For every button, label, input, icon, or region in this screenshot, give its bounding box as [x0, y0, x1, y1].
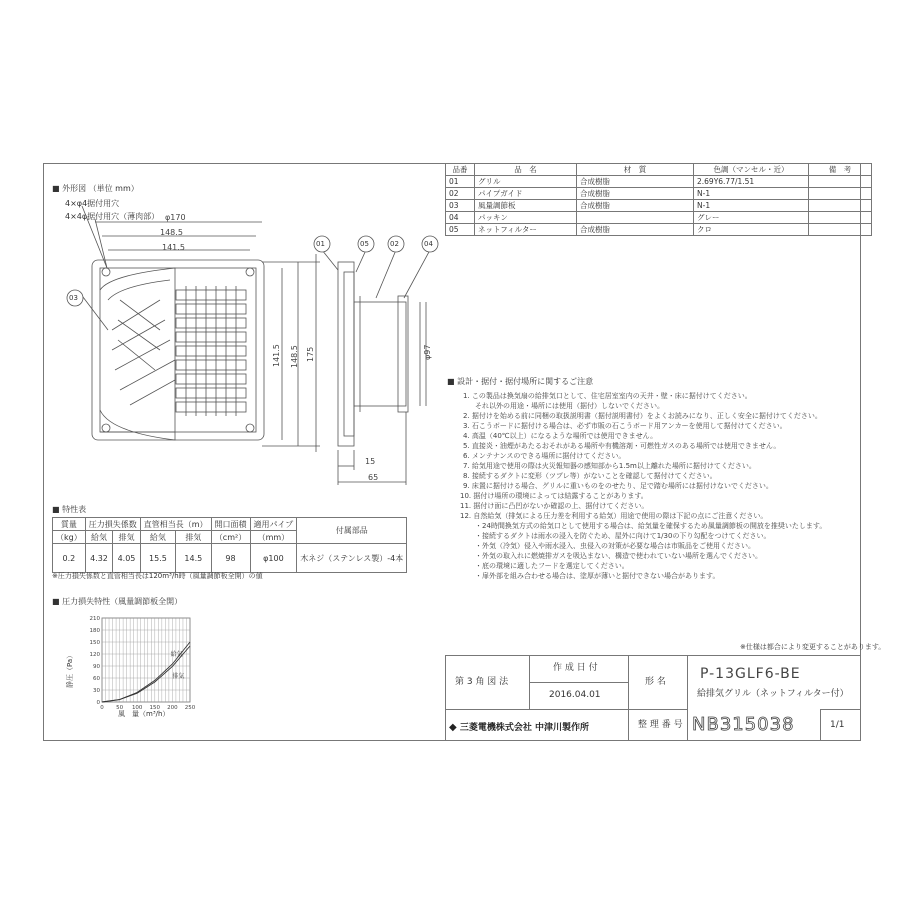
holes-label: 4×φ4据付用穴	[65, 199, 120, 208]
dim-170: φ170	[165, 213, 186, 222]
note-line: 4. 高温（40℃以上）になるような場所では使用できません。	[463, 432, 658, 440]
projection: 第 3 角 図 法	[455, 677, 509, 687]
note-line: 12. 自然給気（排気による圧力差を利用する給気）用途で使用の際は下記の点にご注意ください。	[460, 512, 768, 520]
note-line: 1. この製品は換気扇の給排気口として、住宅居室室内の天井・壁・床に据付けてください。	[463, 392, 752, 400]
note-line: 7. 給気用途で使用の際は火災報知器の感知部から1.5m以上離れた場所に据付けてください。	[463, 462, 756, 470]
dim-65: 65	[368, 473, 379, 482]
part-color: 2.69Y6.77/1.51	[694, 176, 809, 188]
part-name: 風量調節板	[475, 200, 577, 212]
part-no: 05	[446, 224, 475, 236]
chart-title: ■ 圧力損失特性（風量調節板全開）	[52, 597, 183, 606]
spec-head-accessory: 付属部品	[297, 518, 407, 544]
y-tick-label: 210	[89, 616, 100, 622]
dim-148-5: 148.5	[160, 228, 183, 237]
dim-141-5: 141.5	[162, 243, 185, 252]
spec-accessory: 木ネジ（ステンレス製）‐4本	[297, 544, 407, 573]
x-tick-label: 200	[167, 705, 178, 711]
spec-unit-mm: （mm）	[250, 531, 297, 544]
part-color: N-1	[694, 200, 809, 212]
outline-section-title: ■ 外形図 （単位 mm）	[52, 184, 139, 193]
x-tick-label: 150	[149, 705, 161, 711]
part-color: クロ	[694, 224, 809, 236]
spec-unit-cm2: （cm²）	[211, 531, 250, 544]
dim-15: 15	[365, 457, 376, 466]
part-name: ネットフィルター	[475, 224, 577, 236]
callout-03: 03	[69, 294, 78, 302]
spec-head-pipe: 適用パイプ	[250, 518, 297, 531]
y-tick-label: 0	[96, 700, 100, 706]
dim-v-148-5: 148.5	[290, 345, 299, 368]
note-line: 5. 直接炎・油煙があたるおそれがある場所や有機溶剤・可燃性ガスのある場所では使用できません。	[463, 442, 781, 450]
spec-value-row	[53, 544, 407, 573]
series-label-exhaust: 排気	[172, 673, 185, 680]
note-line: ・底の環境に適したフードを選定してください。	[475, 562, 629, 570]
notes-title: ■ 設計・据付・据付場所に関するご注意	[447, 377, 594, 386]
part-color: グレー	[694, 212, 809, 224]
dim-v-141-5: 141.5	[272, 344, 281, 367]
note-line: ・外気の取入れに燃焼排ガスを吸込まない、構造で使われていない場所を選んでください。	[475, 552, 762, 560]
note-line: 9. 床置に据付ける場合、グリルに重いものをのせたり、足で踏む場所には据付けないでください。	[463, 482, 773, 490]
x-tick-label: 250	[184, 705, 196, 711]
note-line: 6. メンテナンスのできる場所に据付けてください。	[463, 452, 626, 460]
date-value: 2016.04.01	[549, 690, 601, 700]
model-value: P-13GLF6-BE	[700, 666, 801, 682]
parts-header-name: 品 名	[475, 164, 577, 176]
spec-length-exhaust: 14.5	[176, 544, 211, 573]
pressure-loss-chart	[80, 612, 200, 712]
part-material: 合成樹脂	[577, 200, 694, 212]
chart-frame	[102, 618, 190, 702]
part-material: 合成樹脂	[577, 188, 694, 200]
part-no: 04	[446, 212, 475, 224]
spec-exhaust: 排気	[176, 531, 211, 544]
part-no: 01	[446, 176, 475, 188]
y-tick-label: 90	[93, 664, 100, 670]
part-name: パッキン	[475, 212, 577, 224]
y-tick-label: 120	[89, 652, 100, 658]
model-label: 形 名	[645, 677, 666, 687]
parts-header-color: 色調（マンセル・近）	[694, 164, 809, 176]
part-material: 合成樹脂	[577, 176, 694, 188]
note-line: ・外気（冷気）侵入や雨水浸入、虫侵入の対策が必要な場合は市販品をご使用ください。	[475, 542, 755, 550]
callout-02: 02	[390, 240, 399, 248]
company-name	[449, 720, 589, 733]
spec-pipe: φ100	[250, 544, 297, 573]
y-tick-label: 150	[89, 640, 100, 646]
mitsubishi-logo-icon: ◆	[449, 722, 457, 733]
callout-04: 04	[424, 240, 433, 248]
x-tick-label: 100	[131, 705, 143, 711]
spec-mass: 0.2	[53, 544, 86, 573]
spec-table	[52, 517, 407, 573]
note-line: ・接続するダクトは雨水の浸入を防ぐため、屋外に向けて1/30の下り勾配をつけてください。	[475, 532, 771, 540]
dim-97: φ97	[423, 344, 432, 360]
date-label: 作 成 日 付	[553, 663, 598, 673]
y-tick-label: 180	[89, 628, 100, 634]
spec-change-note: ※仕様は都合により変更することがあります。	[740, 643, 886, 651]
note-line: ・扉外部を組み合わせる場合は、塗厚が薄いと据付できない場合があります。	[475, 572, 720, 580]
callout-05: 05	[360, 240, 369, 248]
part-no: 03	[446, 200, 475, 212]
spec-head-length: 直管相当長（m）	[140, 518, 211, 531]
part-name: パイプガイド	[475, 188, 577, 200]
note-line: 3. 石こうボードに据付ける場合は、必ず市販の石こうボード用アンカーを使用して据付けてください。	[463, 422, 787, 430]
y-tick-label: 60	[93, 676, 100, 682]
page-number: 1/1	[830, 720, 845, 730]
company-label: 三菱電機株式会社 中津川製作所	[459, 723, 589, 733]
parts-header-no: 品番	[446, 164, 475, 176]
spec-supply: 給気	[140, 531, 175, 544]
note-line: 10. 据付け場所の環境によっては結露することがあります。	[460, 492, 648, 500]
spec-loss-exhaust: 4.05	[113, 544, 141, 573]
product-name: 給排気グリル（ネットフィルター付）	[697, 689, 849, 699]
part-material: 合成樹脂	[577, 224, 694, 236]
spec-exhaust: 排気	[113, 531, 141, 544]
note-line: ・24時間換気方式の給気口として使用する場合は、給気量を確保するため風量調節板の開放を推奨いたします。	[475, 522, 827, 530]
note-line: 11. 据付け面に凸凹がないか確認の上、据付けてください。	[460, 502, 649, 510]
part-no: 02	[446, 188, 475, 200]
spec-head-mass: 質量	[53, 518, 86, 531]
chart-xlabel: 風 量（m³/h）	[118, 710, 170, 718]
x-tick-label: 0	[100, 705, 104, 711]
series-label-supply: 給気	[170, 651, 183, 658]
chart-ylabel: 静圧（Pa）	[66, 651, 74, 688]
dim-v-175: 175	[306, 346, 315, 362]
spec-footnote: ※圧力損失係数と直管相当長は120m³/h時（風量調節板全開）の値	[52, 572, 263, 580]
callout-01: 01	[316, 240, 325, 248]
spec-head-row	[53, 518, 407, 531]
part-color: N-1	[694, 188, 809, 200]
spec-length-supply: 15.5	[140, 544, 175, 573]
parts-header-remarks: 備 考	[809, 164, 872, 176]
x-tick-label: 50	[116, 705, 124, 711]
spec-loss-supply: 4.32	[85, 544, 113, 573]
parts-header-material: 材 質	[577, 164, 694, 176]
spec-head-loss: 圧力損失係数	[85, 518, 140, 531]
drawing-number: NB315038	[692, 714, 795, 735]
spec-supply: 給気	[85, 531, 113, 544]
note-line: それ以外の用途・場所には使用（据付）しないでください。	[475, 402, 664, 410]
part-name: グリル	[475, 176, 577, 188]
spec-unit-kg: （kg）	[53, 531, 86, 544]
number-label: 整 理 番 号	[638, 720, 683, 730]
spec-area: 98	[211, 544, 250, 573]
note-line: 2. 据付けを始める前に同梱の取扱説明書（据付説明書付）をよくお読みになり、正しく安全に据付けてください。	[463, 412, 822, 420]
y-tick-label: 30	[93, 688, 100, 694]
holes-thin-label: 4×4φ据付用穴（薄肉部）	[65, 212, 160, 221]
note-line: 8. 接続するダクトに変形（ツブレ等）がないことを確認して据付けてください。	[463, 472, 717, 480]
spec-head-area: 開口面積	[211, 518, 250, 531]
spec-title: ■ 特性表	[52, 505, 87, 514]
